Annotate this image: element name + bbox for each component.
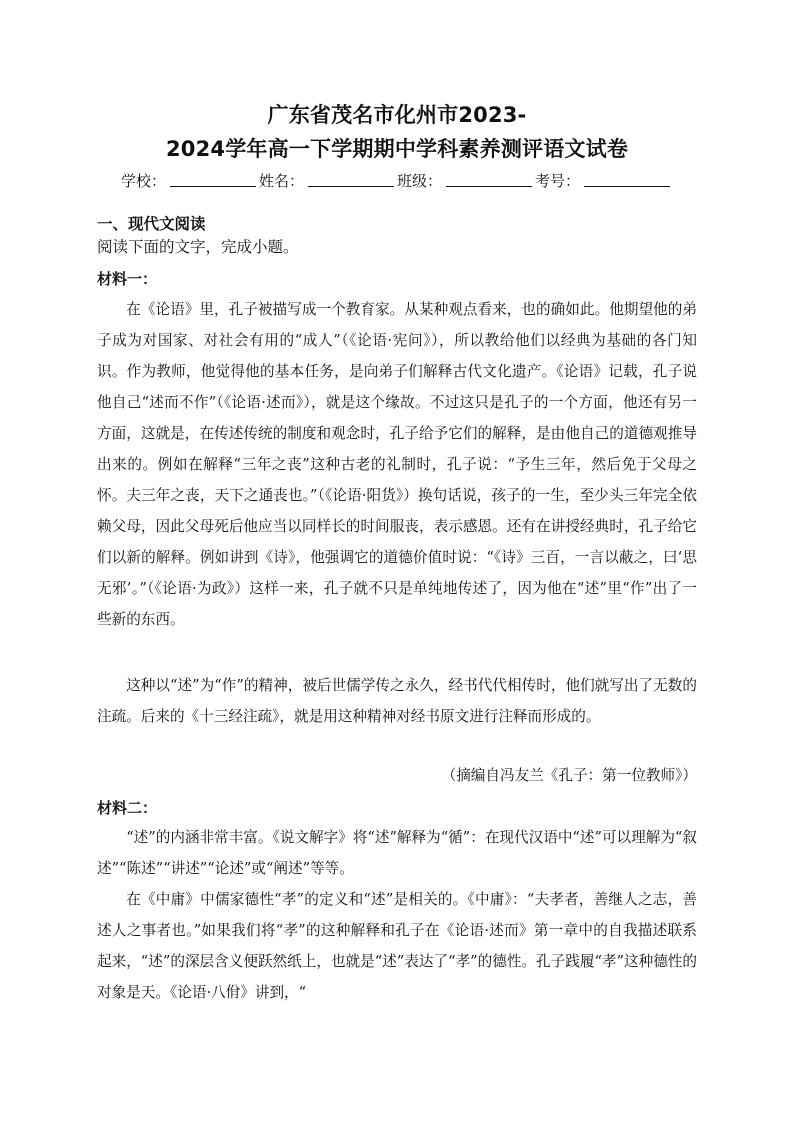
id-blank xyxy=(584,172,670,187)
material1-paragraph-1: 在《论语》里，孔子被描写成一个教育家。从某种观点看来，也的确如此。他期望他的弟子成为对国家、对社会有用的“成人”（《论语·宪问》），所以教给他们以经典为基础的各门知识。作为教师，他觉得他的基本任务，是向弟子们解释古代文化遗产。《论语》记载，孔子说他自己“述而不作”（《论语·述而》），就是这个缘故。不过这只是孔子的一个方面，他还有另一方面，这就是，在传述传统的制度和观念时，孔子给予它们的解释，是由他自己的道德观推导出来的。例如在解释“三年之丧”这种古老的礼制时，孔子说：“予生三年，然后免于父母之怀。夫三年之丧，天下之通丧也。”（《论语·阳货》）换句话说，孩子的一生，至少头三年完全依赖父母，因此父母死后他应当以同样长的时间服丧，表示感恩。还有在讲授经典时，孔子给它们以新的解释。例如讲到《诗》，他强调它的道德价值时说：“《诗》三百，一言以蔽之，曰‘思无邪’。”（《论语·为政》）这样一来，孔子就不只是单纯地传述了，因为他在“述”里“作”出了一些新的东西。 xyxy=(97,301,697,628)
material1-label: 材料一： xyxy=(97,270,158,288)
section-heading: 一、现代文阅读 xyxy=(97,215,206,233)
school-label: 学校： xyxy=(120,172,166,190)
material2-paragraph-1: “述”的内涵非常丰富。《说文解字》将“述”解释为“循”：在现代汉语中“述”可以理解为“叙述”“陈述”“讲述”“论述”或“阐述”等等。 xyxy=(97,829,697,877)
exam-title-line1: 广东省茂名市化州市2023- xyxy=(267,103,527,127)
class-blank xyxy=(446,172,532,187)
exam-title-line2: 2024学年高一下学期期中学科素养测评语文试卷 xyxy=(165,137,629,161)
school-blank xyxy=(170,172,256,187)
name-label: 姓名： xyxy=(258,172,304,190)
material1-source: （摘编自冯友兰《孔子：第一位教师》） xyxy=(441,767,697,784)
id-label: 考号： xyxy=(535,172,581,190)
section-instruction: 阅读下面的文字，完成小题。 xyxy=(97,238,299,256)
student-info-row xyxy=(0,170,794,192)
material2-label: 材料二： xyxy=(97,799,158,817)
material1-paragraph-2: 这种以“述”为“作”的精神，被后世儒学传之永久，经书代代相传时，他们就写出了无数的注疏。后来的《十三经注疏》，就是用这种精神对经书原文进行注释而形成的。 xyxy=(97,677,697,725)
material2-paragraph-2: 在《中庸》中儒家德性“孝”的定义和“述”是相关的。《中庸》：“夫孝者，善继人之志，善述人之事者也。”如果我们将“孝”的这种解释和孔子在《论语·述而》第一章中的自我描述联系起来，“述”的深层含义便跃然纸上，也就是“述”表达了“孝”的德性。孔子践履“孝”这种德性的对象是天。《论语·八佾》讲到，“ xyxy=(97,891,697,1001)
class-label: 班级： xyxy=(397,172,443,190)
name-blank xyxy=(308,172,394,187)
